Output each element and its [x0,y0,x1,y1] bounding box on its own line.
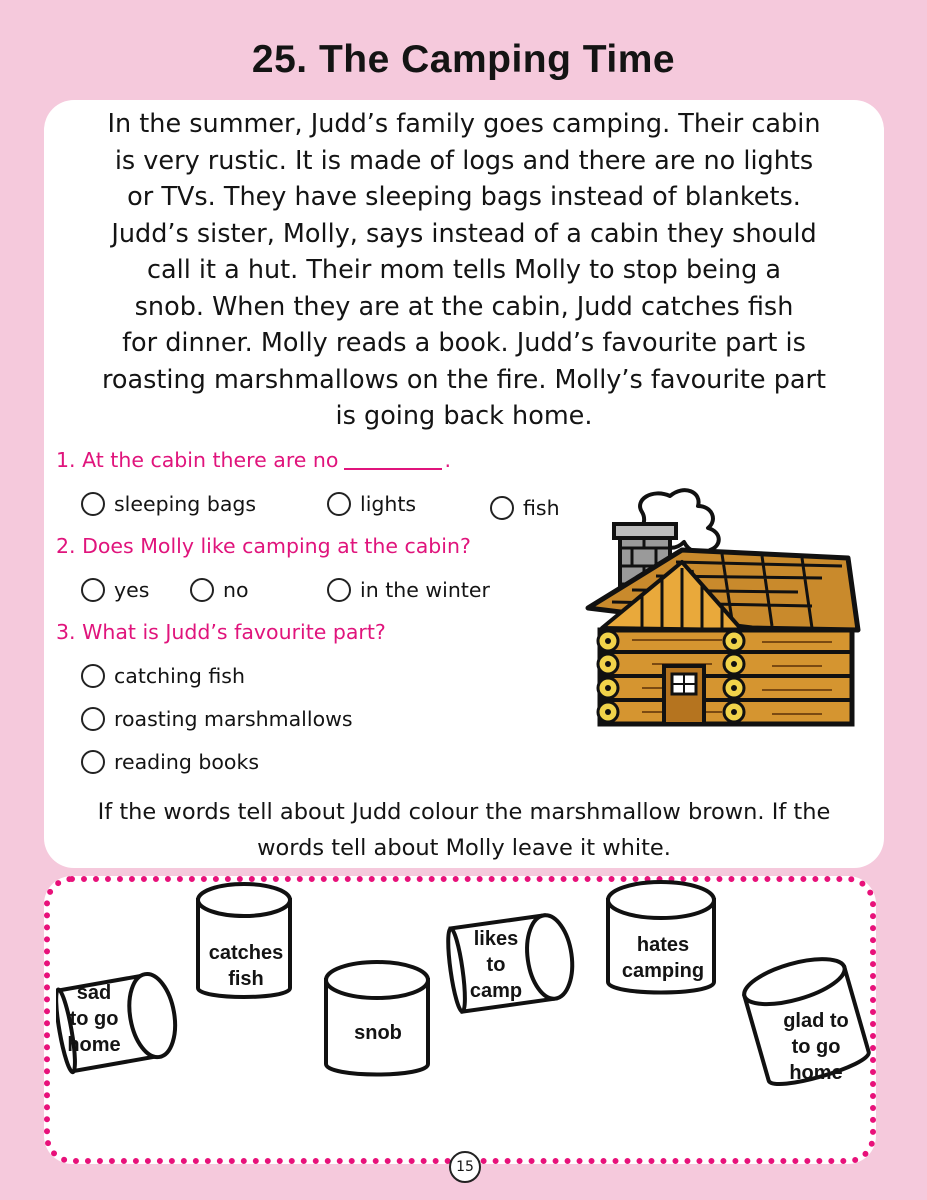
marshmallow-text: snob [354,1022,402,1044]
passage-line: call it a hut. Their mom tells Molly to stop being a [146,255,781,285]
passage-line: for dinner. Molly reads a book. Judd’s favourite part is [122,328,806,358]
question-2: 2. Does Molly like camping at the cabin? [56,534,471,558]
option-label: catching fish [114,664,245,688]
radio-circle[interactable] [81,664,105,688]
option-label: roasting marshmallows [114,707,353,731]
question-1-text: 1. At the cabin there are no [56,448,339,472]
passage-line: Judd’s sister, Molly, says instead of a cabin they should [111,218,817,249]
reading-panel [44,100,884,868]
answer-blank [344,467,442,470]
marshmallow-glad-to-go-home[interactable] [770,1008,862,1086]
option-label: no [223,578,249,602]
marshmallow-snob[interactable] [330,1020,426,1046]
option-label: sleeping bags [114,492,257,516]
question-1-period: . [444,448,451,472]
marshmallow-text: home [67,1034,121,1056]
passage-line: roasting marshmallows on the fire. Molly’s favourite part [101,364,827,395]
marshmallow-sad-to-go-home[interactable] [62,980,126,1058]
q3-option-roasting-marshmallows[interactable] [81,707,353,731]
log-cabin-illustration [572,480,862,730]
radio-circle[interactable] [190,578,214,602]
q1-option-sleeping-bags[interactable] [81,492,256,516]
marshmallow-catches-fish[interactable] [198,940,294,992]
marshmallow-text: to go [791,1036,841,1058]
q2-option-yes[interactable] [81,578,149,602]
radio-circle[interactable] [81,750,105,774]
reading-passage [44,106,884,435]
q1-option-lights[interactable] [327,492,416,516]
passage-line: snob. When they are at the cabin, Judd catches fish [134,291,794,322]
passage-line: is going back home. [335,401,593,431]
page-title: 25. The Camping Time [251,38,676,81]
radio-circle[interactable] [327,492,351,516]
radio-circle[interactable] [81,578,105,602]
option-label: reading books [114,750,260,774]
marshmallow-text: hates [636,934,690,956]
passage-line: or TVs. They have sleeping bags instead of blankets. [127,182,801,212]
marshmallow-hates-camping[interactable] [610,932,716,984]
marshmallow-text: to [486,954,506,976]
q3-option-catching-fish[interactable] [81,664,245,688]
question-3: 3. What is Judd’s favourite part? [56,620,386,644]
option-label: fish [523,496,560,520]
q2-option-no[interactable] [190,578,249,602]
option-label: lights [360,492,417,516]
q3-option-reading-books[interactable] [81,750,259,774]
marshmallow-shape[interactable] [316,956,438,1082]
marshmallow-text: likes [473,928,519,950]
marshmallow-text: catches [208,942,284,964]
instruction-line: If the words tell about Judd colour the marshmallow brown. If the [97,799,831,825]
question-1 [56,448,451,472]
radio-circle[interactable] [327,578,351,602]
option-label: yes [114,578,150,602]
passage-line: is very rustic. It is made of logs and there are no lights [114,145,814,176]
marshmallow-text: sad [76,982,112,1004]
marshmallow-text: glad to [783,1010,849,1032]
option-label: in the winter [360,578,490,602]
q2-option-in-the-winter[interactable] [327,578,490,602]
marshmallow-text: camp [469,980,523,1002]
marshmallow-likes-to-camp[interactable] [460,926,532,1004]
marshmallow-text: fish [228,968,264,990]
activity-instruction [44,794,884,866]
marshmallow-text: home [789,1062,843,1084]
radio-circle[interactable] [81,707,105,731]
marshmallow-text: to go [69,1008,119,1030]
passage-line: In the summer, Judd’s family goes camping. Their cabin [107,109,821,139]
page-number: 15 [449,1151,481,1183]
radio-circle[interactable] [81,492,105,516]
radio-circle[interactable] [490,496,514,520]
marshmallow-text: camping [621,960,705,982]
instruction-line: words tell about Molly leave it white. [257,835,671,861]
q1-option-fish[interactable] [490,496,560,520]
